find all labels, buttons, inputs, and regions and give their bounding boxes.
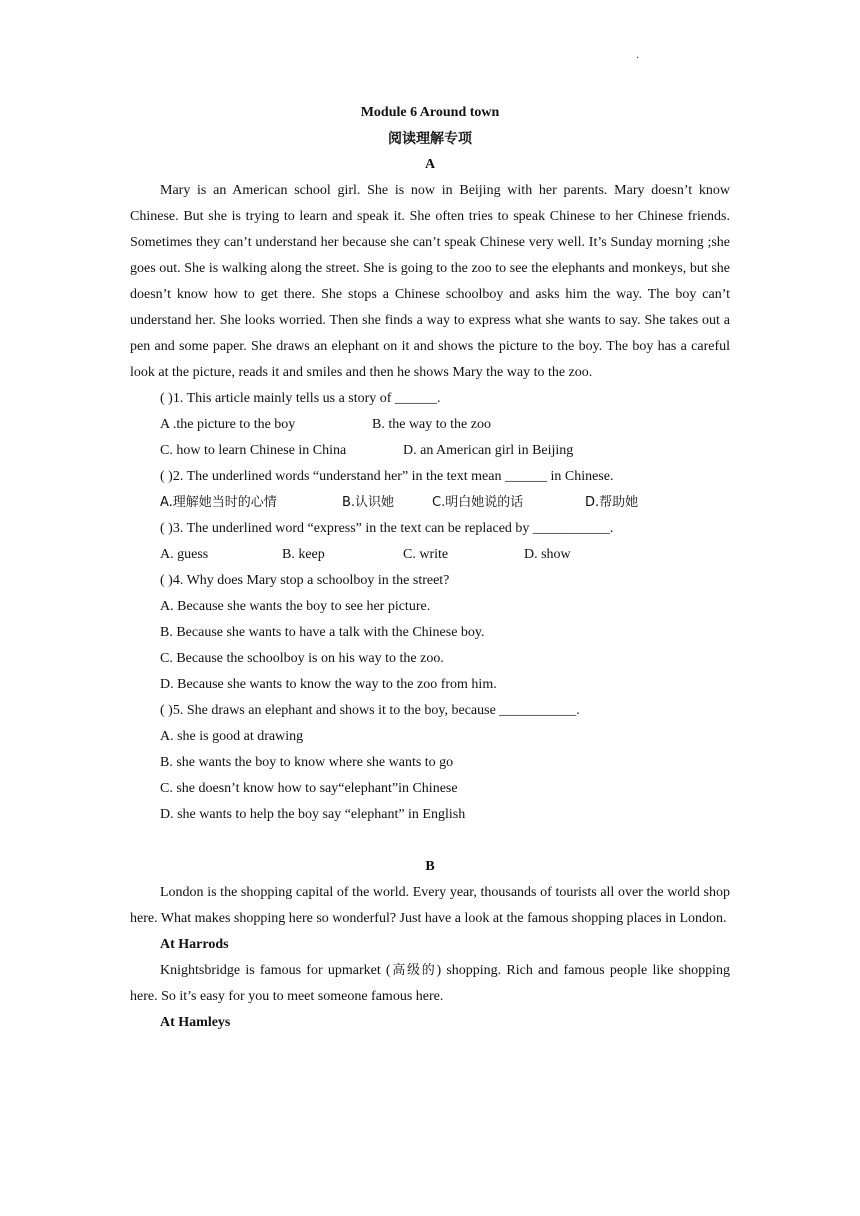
q1-option-a: A .the picture to the boy xyxy=(160,417,296,432)
q5-option-b: B. she wants the boy to know where she wants to go xyxy=(160,755,454,770)
q1-option-c: C. how to learn Chinese in China xyxy=(160,443,347,458)
heading-hamleys: At Hamleys xyxy=(160,1015,231,1030)
harrods-text-after: ) shopping. Rich and famous people like shopping here. So it’s easy for you to meet someone famous here. xyxy=(130,963,730,1004)
q3-option-c: C. write xyxy=(403,547,449,562)
q4-option-d: D. Because she wants to know the way to the zoo from him. xyxy=(160,677,497,692)
question-3-options xyxy=(130,542,730,568)
q4-option-c: C. Because the schoolboy is on his way to the zoo. xyxy=(160,651,444,666)
q1-option-b: B. the way to the zoo xyxy=(372,417,491,432)
section-spacer xyxy=(130,828,730,854)
question-2-stem: ( )2. The underlined words “understand her” in the text mean ______ in Chinese. xyxy=(160,469,614,484)
question-1-options-ab xyxy=(130,412,730,438)
q2-option-a: A.理解她当时的心情 xyxy=(160,495,277,510)
document-content xyxy=(130,100,730,1036)
heading-harrods: At Harrods xyxy=(160,937,229,952)
q4-option-a: A. Because she wants the boy to see her picture. xyxy=(160,599,431,614)
q3-option-a: A. guess xyxy=(160,547,209,562)
q3-option-d: D. show xyxy=(524,547,571,562)
harrods-paragraph xyxy=(130,958,730,1010)
q2-option-c: C.明白她说的话 xyxy=(432,495,524,510)
section-b-intro: London is the shopping capital of the world. Every year, thousands of tourists all over the world shop here. What makes shopping here so wonderful? Just have a look at the famous shopping places in London. xyxy=(130,885,730,926)
header-mark: · xyxy=(636,53,640,64)
q2-option-b: B.认识她 xyxy=(342,495,395,510)
q1-option-d: D. an American girl in Beijing xyxy=(403,443,574,458)
section-a-passage: Mary is an American school girl. She is now in Beijing with her parents. Mary doesn’t know Chinese. But she is trying to learn and speak it. She often tries to speak Chinese to her Chinese friends. Sometimes they can’t understand her because she can’t speak Chinese very well. It’s Sunday morning ;she goes out. She is walking along the street. She is going to the zoo to see the elephants and monkeys, but she doesn’t know how to get there. She stops a Chinese schoolboy and asks him the way. The boy can’t understand her. She looks worried. Then she finds a way to express what she wants to say. She takes out a pen and some paper. She draws an elephant on it and shows the picture to the boy. The boy has a careful look at the picture, reads it and smiles and then he shows Mary the way to the zoo. xyxy=(130,183,730,380)
question-1-stem: ( )1. This article mainly tells us a story of ______. xyxy=(160,391,441,406)
page-title: Module 6 Around town xyxy=(360,105,500,120)
section-a-label: A xyxy=(424,157,436,172)
question-5-stem: ( )5. She draws an elephant and shows it to the boy, because ___________. xyxy=(160,703,580,718)
section-b-label: B xyxy=(425,859,435,874)
q4-option-b: B. Because she wants to have a talk with the Chinese boy. xyxy=(160,625,485,640)
harrods-text-before: Knightsbridge is famous for upmarket ( xyxy=(160,963,391,978)
q2-option-d: D.帮助她 xyxy=(585,495,639,510)
harrods-text-cn: 高级的 xyxy=(390,963,437,978)
page-subtitle: 阅读理解专项 xyxy=(388,131,472,147)
question-2-options xyxy=(130,490,730,516)
question-3-stem: ( )3. The underlined word “express” in the text can be replaced by ___________. xyxy=(160,521,614,536)
question-1-options-cd xyxy=(130,438,730,464)
q5-option-a: A. she is good at drawing xyxy=(160,729,304,744)
q3-option-b: B. keep xyxy=(282,547,325,562)
q5-option-c: C. she doesn’t know how to say“elephant”in Chinese xyxy=(160,781,458,796)
q5-option-d: D. she wants to help the boy say “elephant” in English xyxy=(160,807,466,822)
question-4-stem: ( )4. Why does Mary stop a schoolboy in the street? xyxy=(160,573,450,588)
